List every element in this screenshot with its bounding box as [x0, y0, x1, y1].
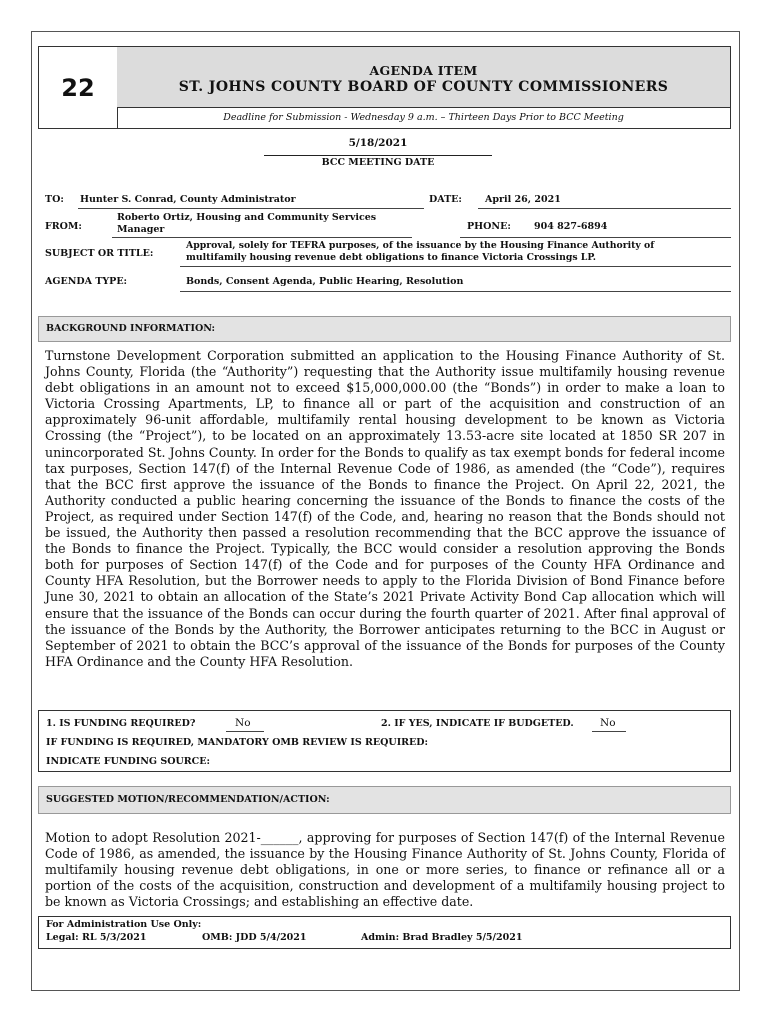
motion-heading: SUGGESTED MOTION/RECOMMENDATION/ACTION:	[38, 786, 731, 814]
budgeted-value: No	[600, 717, 616, 729]
funding-box	[38, 710, 731, 772]
omb-approval: OMB: JDD 5/4/2021	[202, 932, 307, 943]
motion-text: Motion to adopt Resolution 2021-______, approving for purposes of Section 147(f) of the Internal Revenue Code of 1986, as amended, the issuance by the Housing Finance Authority of St. Johns County, Florida of multifamily housing revenue debt obligations, in one or more series, to finance or refinance all or a portion of the costs of the acquisition, construction and development of a multifamily housing project to be known as Victoria Crossings; and establishing an effective date.	[45, 830, 725, 910]
from-label: FROM:	[45, 221, 82, 232]
header-title	[117, 47, 730, 108]
subject-line2: multifamily housing revenue debt obligations to finance Victoria Crossings LP.	[186, 252, 597, 263]
funding-required-value: No	[235, 717, 251, 729]
budgeted-underline	[592, 731, 626, 732]
date-underline	[478, 208, 731, 209]
meeting-date: 5/18/2021	[348, 137, 408, 149]
admin-box	[38, 916, 731, 949]
date-label: DATE:	[429, 194, 462, 205]
from-value-line1: Roberto Ortiz, Housing and Community Services	[117, 212, 377, 223]
background-text: Turnstone Development Corporation submitted an application to the Housing Finance Authority of St. Johns County, Florida (the “Authority”) requesting that the Authority issue multifamily housing revenue debt obligations in an amount not to exceed $15,000,000.00 (the “Bonds”) in order to make a loan to Victoria Crossing Apartments, LP, to finance all or part of the acquisition and construction of an approximately 96-unit affordable, multifamily rental housing development to be known as Victoria Crossing (the “Project”), to be located on an approximately 13.53-acre site located at 1850 SR 207 in unincorporated St. Johns County. In order for the Bonds to qualify as tax exempt bonds for federal income tax purposes, Section 147(f) of the Internal Revenue Code of 1986, as amended (the “Code”), requires that the BCC first approve the issuance of the Bonds to finance the Project. On April 22, 2021, the Authority conducted a public hearing concerning the issuance of the Bonds to finance the costs of the Project, as required under Section 147(f) of the Code, and, hearing no reason that the Bonds should not be issued, the Authority then passed a resolution recommending that the BCC approve the issuance of the Bonds to finance the Project. Typically, the BCC would consider a resolution approving the Bonds both for purposes of Section 147(f) of the Code and for purposes of the County HFA Ordinance and County HFA Resolution, but the Borrower needs to apply to the Florida Division of Bond Finance before June 30, 2021 to obtain an allocation of the State’s 2021 Private Activity Bond Cap allocation which will ensure that the issuance of the Bonds can occur during the fourth quarter of 2021. After final approval of the issuance of the Bonds by the Authority, the Borrower anticipates returning to the BCC in August or September of 2021 to obtain the BCC’s approval of the issuance of the Bonds for purposes of the County HFA Ordinance and the County HFA Resolution.	[45, 348, 725, 669]
agenda-type-underline	[180, 291, 731, 292]
budgeted-label: 2. IF YES, INDICATE IF BUDGETED.	[381, 718, 574, 729]
funding-source-text: INDICATE FUNDING SOURCE:	[46, 756, 210, 767]
to-label: TO:	[45, 194, 64, 205]
board-title: ST. JOHNS COUNTY BOARD OF COUNTY COMMISSIONERS	[178, 79, 669, 95]
funding-required-label: 1. IS FUNDING REQUIRED?	[46, 718, 196, 729]
admin-approval: Admin: Brad Bradley 5/5/2021	[361, 932, 523, 943]
subject-line1: Approval, solely for TEFRA purposes, of the issuance by the Housing Finance Authority of	[186, 240, 655, 251]
date-value: April 26, 2021	[485, 194, 561, 205]
meeting-date-underline	[264, 155, 492, 156]
subject-label: SUBJECT OR TITLE:	[45, 248, 154, 259]
from-value-line2: Manager	[117, 224, 165, 235]
to-value: Hunter S. Conrad, County Administrator	[80, 194, 296, 205]
from-underline	[112, 237, 412, 238]
subject-underline	[180, 266, 731, 267]
funding-required-underline	[226, 731, 264, 732]
agenda-header	[38, 46, 731, 129]
agenda-item-number: 22	[39, 47, 118, 128]
phone-underline	[460, 237, 731, 238]
background-heading: BACKGROUND INFORMATION:	[38, 316, 731, 342]
meeting-date-label: BCC MEETING DATE	[321, 157, 435, 168]
agenda-type-label: AGENDA TYPE:	[45, 276, 128, 287]
omb-review-text: IF FUNDING IS REQUIRED, MANDATORY OMB REVIEW IS REQUIRED:	[46, 737, 429, 748]
phone-value: 904 827-6894	[534, 221, 608, 232]
admin-heading: For Administration Use Only:	[46, 919, 202, 930]
submission-deadline: Deadline for Submission - Wednesday 9 a.m. – Thirteen Days Prior to BCC Meeting	[223, 112, 624, 123]
to-underline	[78, 208, 424, 209]
agenda-type-value: Bonds, Consent Agenda, Public Hearing, Resolution	[186, 276, 464, 287]
phone-label: PHONE:	[467, 221, 511, 232]
legal-approval: Legal: RL 5/3/2021	[46, 932, 147, 943]
agenda-item-title: AGENDA ITEM	[369, 63, 478, 78]
